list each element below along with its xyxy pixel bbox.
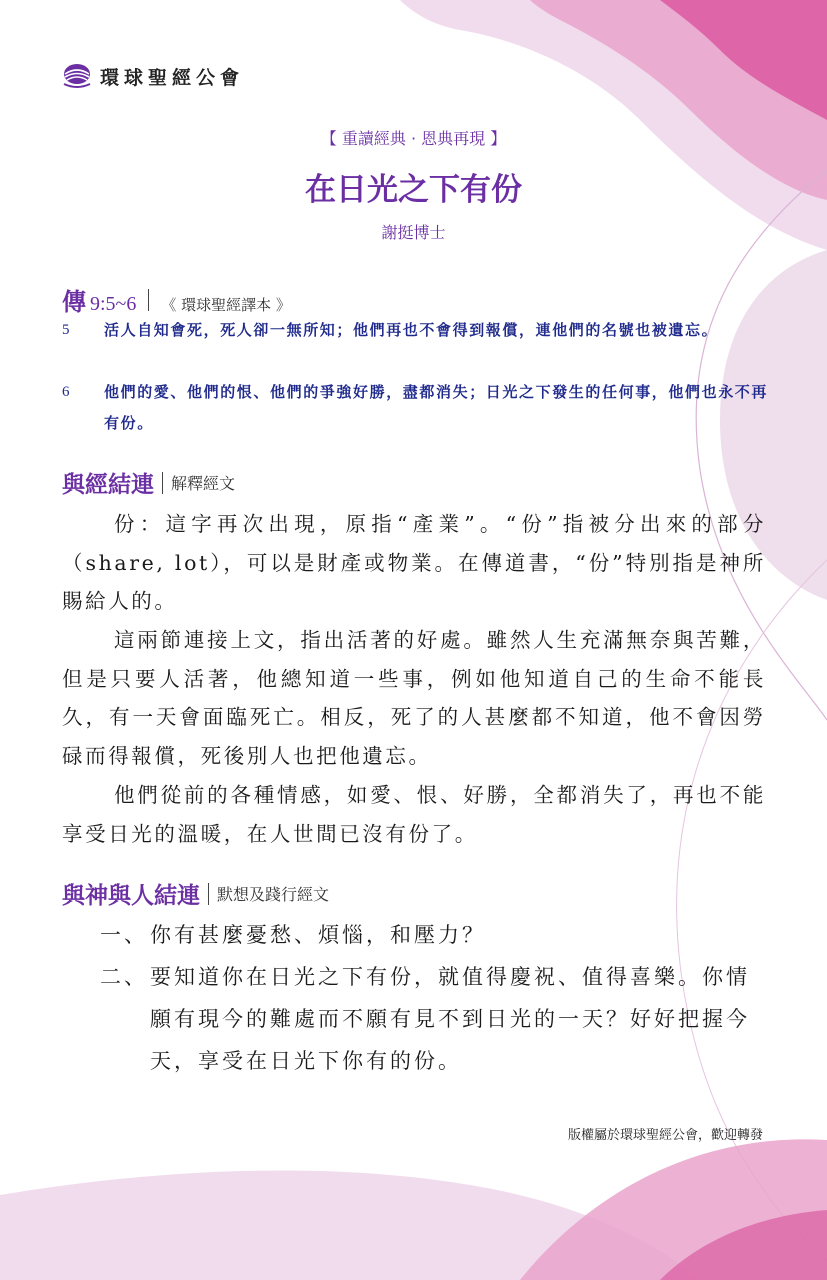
scripture-reference bbox=[62, 282, 291, 317]
list-item-text: 你有甚麼憂愁、煩惱，和壓力？ bbox=[150, 923, 486, 947]
verse bbox=[62, 315, 770, 346]
divider bbox=[162, 472, 163, 494]
copyright-notice: 版權屬於環球聖經公會，歡迎轉發 bbox=[567, 1128, 763, 1143]
list-item bbox=[100, 914, 768, 956]
list-item-number: 二、 bbox=[100, 965, 148, 989]
publisher-logo bbox=[62, 62, 244, 90]
list-item-number: 一、 bbox=[100, 923, 148, 947]
scripture-book: 傳 bbox=[62, 287, 86, 316]
series-title: 【 重讀經典 · 恩典再現 】 bbox=[320, 129, 507, 148]
bible-version: 《 環球聖經譯本 》 bbox=[161, 296, 291, 314]
section-subtitle: 默想及踐行經文 bbox=[217, 885, 330, 904]
section-title: 與神與人結連 bbox=[62, 882, 200, 909]
page-title: 在日光之下有份 bbox=[305, 172, 522, 208]
verse-text: 活人自知會死，死人卻一無所知；他們再也不會得到報償，連他們的名號也被遺忘。 bbox=[104, 321, 719, 339]
bible-globe-icon bbox=[62, 62, 92, 90]
verse bbox=[62, 377, 770, 439]
divider bbox=[208, 883, 209, 905]
paragraph: 份：這字再次出現，原指“產業”。“份”指被分出來的部分（share, lot），可以是財產或物業。在傳道書，“份”特別指是神所賜給人的。 bbox=[62, 512, 766, 613]
section-title: 與經結連 bbox=[62, 471, 154, 498]
section-subtitle: 解釋經文 bbox=[171, 474, 236, 493]
verse-number: 6 bbox=[62, 384, 70, 400]
scripture-range: 9:5~6 bbox=[90, 293, 137, 315]
paragraph: 這兩節連接上文，指出活著的好處。雖然人生充滿無奈與苦難，但是只要人活著，他總知道一些事，例如他知道自己的生命不能長久，有一天會面臨死亡。相反，死了的人甚麼都不知道，他不會因勞碌而得報償，死後別人也把他遺忘。 bbox=[62, 628, 766, 768]
paragraph: 他們從前的各種情感，如愛、恨、好勝，全都消失了，再也不能享受日光的溫暖，在人世間已沒有份了。 bbox=[62, 783, 766, 846]
section-heading-meditate bbox=[62, 877, 329, 910]
verse-text: 他們的愛、他們的恨、他們的爭強好勝，盡都消失；日光之下發生的任何事，他們也永不再有份。 bbox=[104, 383, 769, 432]
author: 謝挺博士 bbox=[381, 223, 446, 242]
divider bbox=[148, 289, 149, 311]
section-heading-explain bbox=[62, 466, 235, 499]
list-item-text: 要知道你在日光之下有份，就值得慶祝、值得喜樂。你情願有現今的難處而不願有見不到日光的一天？好好把握今天，享受在日光下你有的份。 bbox=[150, 965, 750, 1073]
verse-number: 5 bbox=[62, 322, 70, 338]
logo-text: 環球聖經公會 bbox=[100, 66, 245, 89]
list-item bbox=[100, 956, 768, 1082]
